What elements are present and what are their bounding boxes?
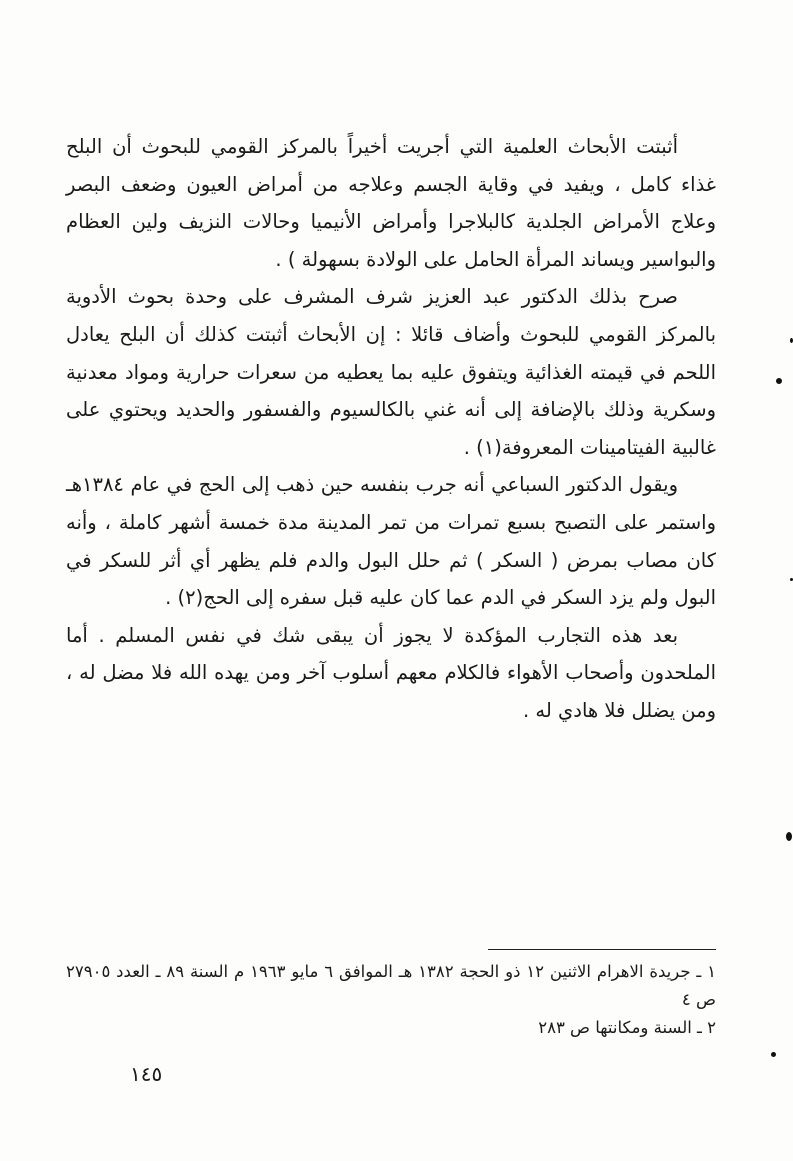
footnote-separator xyxy=(488,949,716,950)
footnote-1: ١ ـ جريدة الاهرام الاثنين ١٢ ذو الحجة ١٣٨٢ هـ الموافق ٦ مايو ١٩٦٣ م السنة ٨٩ ـ العدد ٢٧٩٠٥ ص ٤ xyxy=(66,962,716,1009)
scan-speck xyxy=(776,378,782,384)
scan-speck xyxy=(771,1052,776,1057)
page-number: ١٤٥ xyxy=(130,1062,163,1086)
main-text xyxy=(66,128,716,730)
paragraph-2: صرح بذلك الدكتور عبد العزيز شرف المشرف على وحدة بحوث الأدوية بالمركز القومي للبحوث وأضاف قائلا : إن الأبحاث أثبتت كذلك أن البلح يعادل اللحم في قيمته الغذائية ويتفوق عليه بما يعطيه من سعرات حرارية ومواد معدنية وسكرية وذلك بالإضافة إلى أنه غني بالكالسيوم والفسفور والحديد ويحتوي على غالبية الفيتامينات المعروفة(١) . xyxy=(66,285,716,459)
scan-speck xyxy=(786,832,792,841)
paragraph-1: أثبتت الأبحاث العلمية التي أجريت أخيراً بالمركز القومي للبحوث أن البلح غذاء كامل ، ويفيد في وقاية الجسم وعلاجه من أمراض العيون وضعف البصر وعلاج الأمراض الجلدية كالبلاجرا وأمراض الأنيميا وحالات النزيف ولين العظام والبواسير ويساند المرأة الحامل على الولادة بسهولة ) . xyxy=(66,135,716,271)
paragraph-4: بعد هذه التجارب المؤكدة لا يجوز أن يبقى شك في نفس المسلم . أما الملحدون وأصحاب الأهواء فالكلام معهم أسلوب آخر ومن يهده الله فلا مضل له ، ومن يضلل فلا هادي له . xyxy=(66,623,716,722)
paragraph-3: ويقول الدكتور السباعي أنه جرب بنفسه حين ذهب إلى الحج في عام ١٣٨٤هـ واستمر على التصبح بسبع تمرات من تمر المدينة مدة خمسة أشهر كاملة ، وأنه كان مصاب بمرض ( السكر ) ثم حلل البول والدم فلم يظهر أي أثر للسكر في البول ولم يزد السكر في الدم عما كان عليه قبل سفره إلى الحج(٢) . xyxy=(66,473,716,610)
footnote-2: ٢ ـ السنة ومكانتها ص ٢٨٣ xyxy=(538,1018,716,1037)
footnotes xyxy=(66,958,716,1042)
